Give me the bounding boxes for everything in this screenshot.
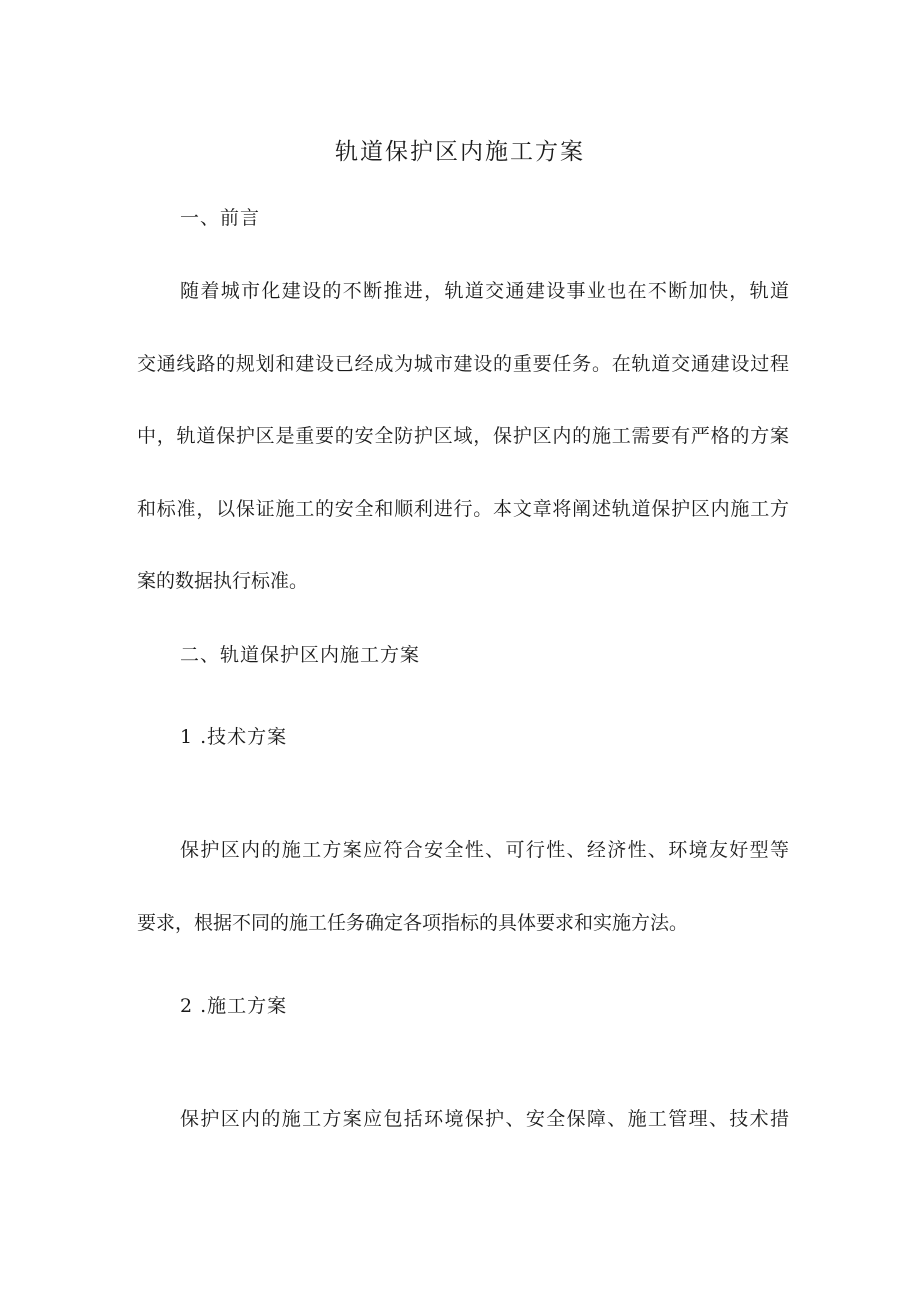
construction-paragraph — [137, 1083, 789, 1156]
preface-paragraph — [137, 255, 789, 618]
subsection-heading-construction: 2 .施工方案 — [180, 995, 288, 1017]
section-heading-plan: 二、轨道保护区内施工方案 — [180, 644, 421, 666]
preface-line-1: 随着城市化建设的不断推进，轨道交通建设事业也在不断加快，轨道 — [180, 280, 789, 302]
document-title: 轨道保护区内施工方案 — [335, 139, 585, 165]
preface-line-4: 和标准，以保证施工的安全和顺利进行。本文章将阐述轨道保护区内施工方 — [137, 497, 789, 520]
preface-line-5: 案的数据执行标准。 — [137, 570, 309, 593]
technical-line-2: 要求，根据不同的施工任务确定各项指标的具体要求和实施方法。 — [137, 911, 689, 934]
technical-line-1: 保护区内的施工方案应符合安全性、可行性、经济性、环境友好型等 — [180, 839, 789, 861]
preface-line-2: 交通线路的规划和建设已经成为城市建设的重要任务。在轨道交通建设过程 — [137, 352, 789, 375]
construction-line-1: 保护区内的施工方案应包括环境保护、安全保障、施工管理、技术措 — [180, 1108, 789, 1130]
subsection-heading-technical: 1 .技术方案 — [180, 726, 288, 748]
preface-line-3: 中，轨道保护区是重要的安全防护区域，保护区内的施工需要有严格的方案 — [137, 425, 789, 448]
technical-paragraph — [137, 814, 789, 959]
section-heading-preface: 一、前言 — [180, 207, 261, 229]
